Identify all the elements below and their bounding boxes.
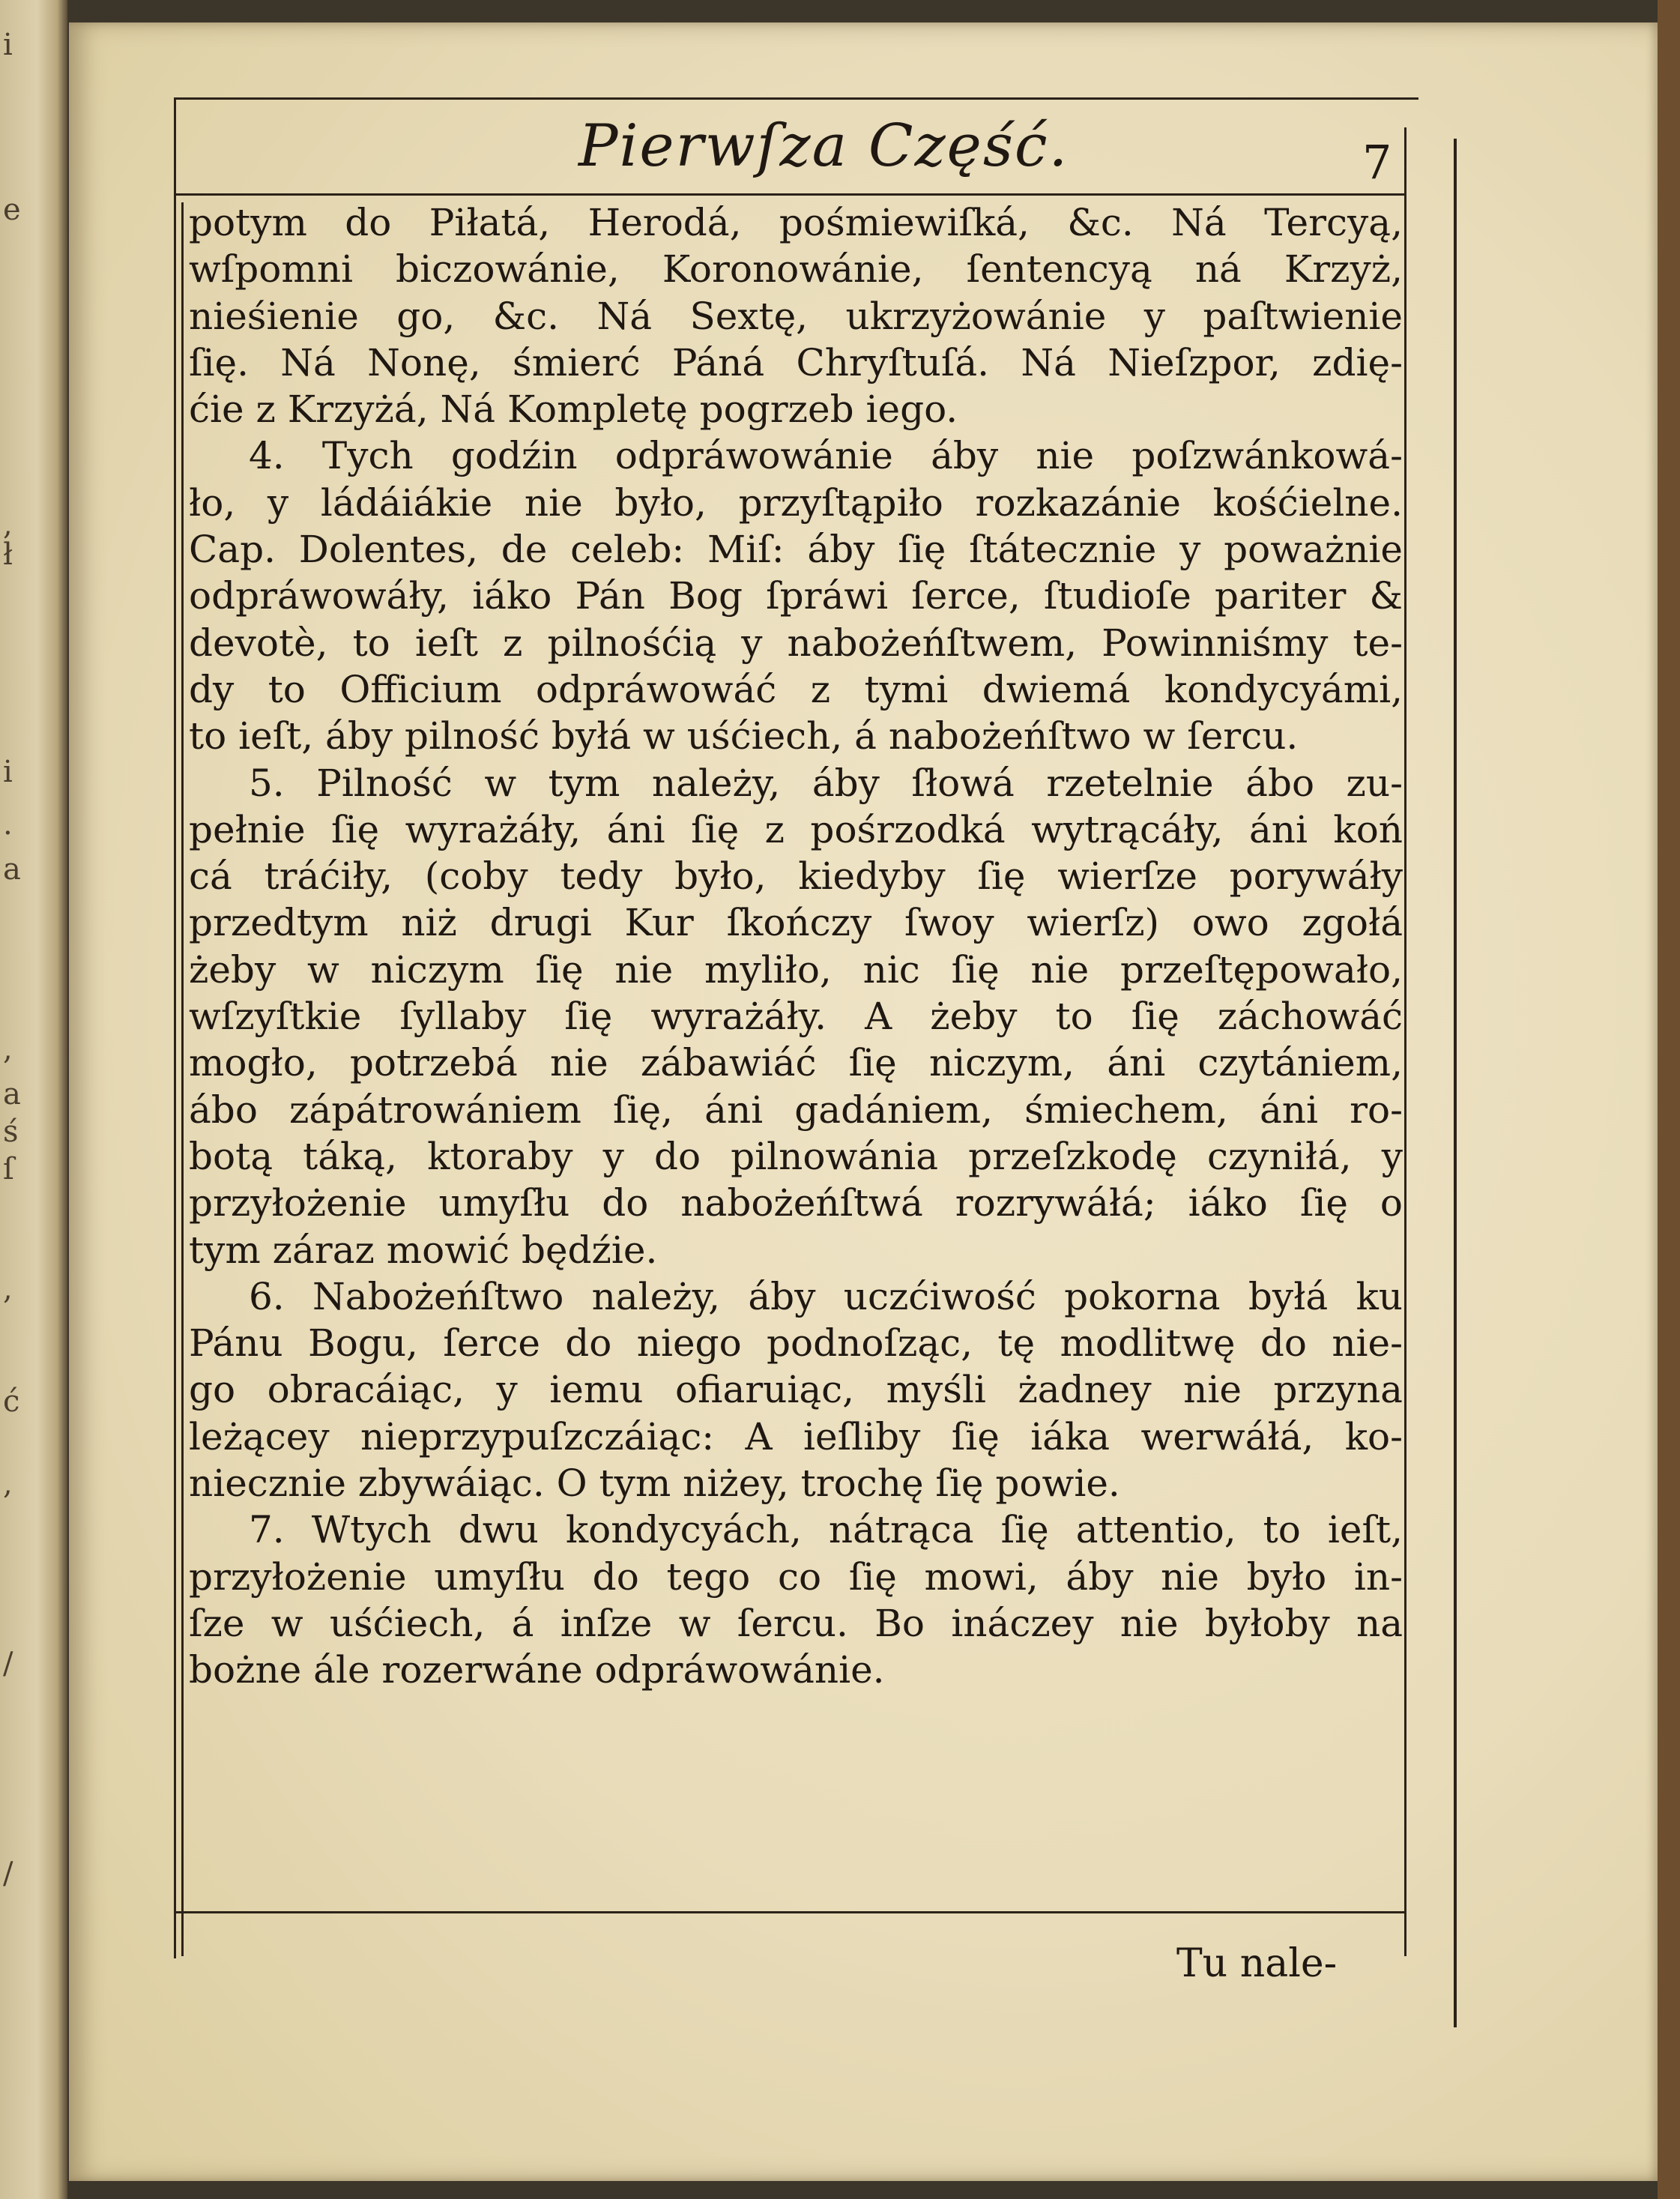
text-line: wſpomni biczowánie, Koronowánie, ſentencyą ná Krzyż, — [189, 247, 1403, 292]
running-head: Pierwſza Część. — [578, 112, 1069, 180]
page-number: 7 — [1362, 135, 1392, 190]
text-line: 6. Nabożeńſtwo należy, áby uczćiwość pokorna byłá ku — [249, 1274, 1403, 1318]
text-line: tym záraz mowić będźie. — [189, 1228, 658, 1272]
text-line: botą táką, ktoraby y do pilnowánia przeſzkodę czyniłá, y — [189, 1134, 1403, 1178]
text-line: nieśienie go, &c. Ná Sextę, ukrzyżowánie y paſtwienie — [189, 294, 1403, 338]
facing-page-fragment: , — [3, 507, 13, 542]
footer-rule — [174, 1911, 1406, 1913]
text-line: Pánu Bogu, ſerce do niego podnoſząc, tę modlitwę do nie- — [189, 1321, 1403, 1366]
text-line: 7. Wtych dwu kondycyách, nátrąca ſię attentio, to ieſt, — [249, 1508, 1403, 1552]
text-line: przyłożenie umyſłu do nabożeńſtwá rozrywáłá; iáko ſię o — [189, 1181, 1403, 1225]
text-line: dy to Officium odpráwowáć z tymi dwiemá kondycyámi, — [189, 667, 1403, 711]
facing-page-fragment: , — [3, 1272, 13, 1306]
text-line: bożne ále rozerwáne odpráwowánie. — [189, 1648, 885, 1692]
facing-page-fragment: . — [3, 807, 13, 842]
text-line: cá tráćiły, (coby tedy było, kiedyby ſię wierſze porywáły — [189, 854, 1403, 899]
text-line: go obracáiąc, y iemu ofiaruiąc, myśli żadney nie przyna — [189, 1368, 1403, 1412]
text-line: przedtym niż drugi Kur ſkończy ſwoy wierſz) owo zgołá — [189, 901, 1403, 945]
text-line: wſzyſtkie ſyllaby ſię wyrażáły. A żeby to ſię záchowáć — [189, 995, 1403, 1039]
text-line: pełnie ſię wyrażáły, áni ſię z pośrzodká wytrącáły, áni koń — [189, 807, 1403, 851]
facing-page-fragment: a — [3, 852, 21, 887]
facing-page-fragment: ſ — [3, 1152, 14, 1186]
outer-margin-rule — [1454, 139, 1457, 2027]
facing-page-fragment: ś — [3, 1114, 19, 1149]
text-line: 5. Pilność w tym należy, áby ſłowá rzetelnie ábo zu- — [249, 761, 1403, 805]
text-line: Cap. Dolentes, de celeb: Miſ: áby ſię ſtátecznie y poważnie — [189, 528, 1403, 572]
facing-page-fragment: ć — [3, 1384, 20, 1419]
catchword: Tu nale- — [1176, 1941, 1338, 1986]
text-line: ſze w uśćiech, á inſze w ſercu. Bo ináczey nie byłoby na — [189, 1601, 1403, 1645]
facing-page-fragment: i — [3, 28, 13, 62]
text-line: 4. Tych godźin odpráwowánie áby nie poſzwánkowá- — [249, 434, 1403, 478]
facing-page-fragment: , — [3, 1032, 13, 1067]
text-line: to ieſt, áby pilność byłá w uśćiech, á nabożeńſtwo w ſercu. — [189, 714, 1299, 758]
text-line: żeby w niczym ſię nie myliło, nic ſię nie przeſtępowało, — [189, 947, 1403, 992]
body-text — [189, 199, 1403, 1694]
text-line: potym do Piłatá, Herodá, pośmiewiſká, &c. Ná Tercyą, — [189, 201, 1403, 244]
header-rule — [174, 193, 1406, 196]
text-line: odpráwowáły, iáko Pán Bog ſpráwi ſerce, ſtudioſe pariter & — [189, 574, 1403, 618]
text-line: ło, y ládáiákie nie było, przyſtąpiło rozkazánie kośćielne. — [189, 480, 1403, 525]
text-line: mogło, potrzebá nie zábawiáć ſię niczym, áni czytániem, — [189, 1041, 1403, 1085]
inner-margin-rule — [181, 202, 184, 1956]
facing-page-fragment: i — [3, 755, 13, 789]
right-margin-rule — [1404, 127, 1406, 1956]
text-line: leżącey nieprzypuſzczáiąc: A ieſliby ſię iáka werwáłá, ko- — [189, 1414, 1403, 1459]
text-line: devotè, to ieſt z pilnośćią y nabożeńſtwem, Powinniśmy te- — [189, 621, 1403, 665]
facing-page-edge — [0, 0, 67, 2199]
text-line: ćie z Krzyżá, Ná Kompletę pogrzeb iego. — [189, 387, 958, 432]
facing-page-fragment: a — [3, 1077, 21, 1111]
text-line: przyłożenie umyſłu do tego co ſię mowi, áby nie było in- — [189, 1554, 1403, 1599]
facing-page-fragment: , — [3, 1467, 13, 1501]
book-cover-edge — [1658, 0, 1680, 2199]
book-page — [69, 22, 1658, 2181]
text-line: ábo zápátrowániem ſię, áni gadániem, śmiechem, áni ro- — [189, 1088, 1403, 1132]
text-line: niecznie zbywáiąc. O tym niżey, trochę ſię powie. — [189, 1462, 1120, 1506]
facing-page-fragment: ł — [3, 537, 13, 572]
facing-page-fragment: e — [3, 193, 21, 227]
facing-page-fragment: / — [3, 1856, 13, 1891]
text-line: ſię. Ná Nonę, śmierć Páná Chryſtuſá. Ná Nieſzpor, zdię- — [189, 340, 1403, 384]
facing-page-fragment: / — [3, 1647, 13, 1681]
